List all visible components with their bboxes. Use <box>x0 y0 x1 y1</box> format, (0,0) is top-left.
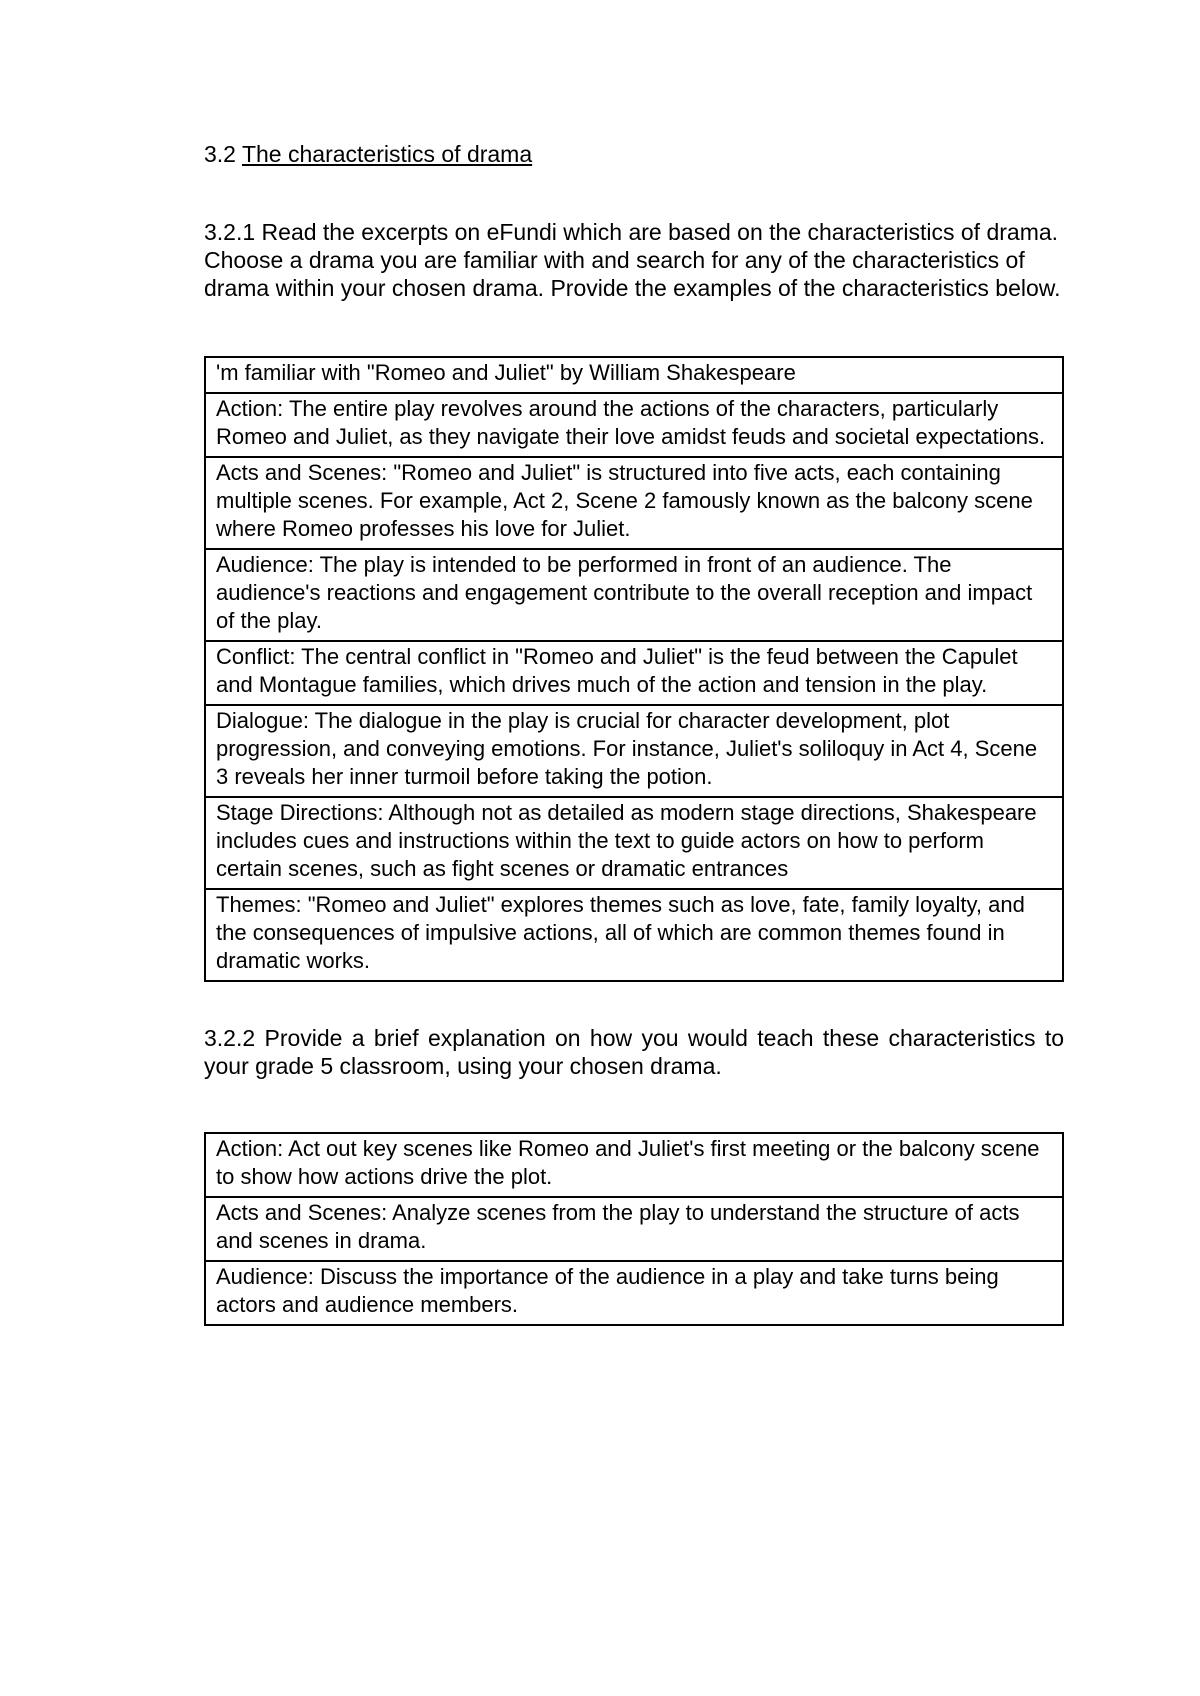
document-page <box>204 140 1064 1326</box>
table-cell: Stage Directions: Although not as detailed as modern stage directions, Shakespeare includes cues and instructions within the text to guide actors on how to perform certain scenes, such as fight scenes or dramatic entrances <box>205 797 1063 889</box>
table-row <box>205 549 1063 641</box>
characteristics-examples-table <box>204 356 1064 982</box>
table-row <box>205 641 1063 705</box>
table-row <box>205 1133 1063 1197</box>
table-cell: Dialogue: The dialogue in the play is crucial for character development, plot progression, and conveying emotions. For instance, Juliet's soliloquy in Act 4, Scene 3 reveals her inner turmoil before taking the potion. <box>205 705 1063 797</box>
section-heading <box>204 140 1064 168</box>
table-cell: Acts and Scenes: "Romeo and Juliet" is structured into five acts, each containing multiple scenes. For example, Act 2, Scene 2 famously known as the balcony scene where Romeo professes his love for Juliet. <box>205 457 1063 549</box>
table-row <box>205 1261 1063 1325</box>
table-row <box>205 1197 1063 1261</box>
teaching-plan-table <box>204 1132 1064 1326</box>
question-3-2-2: 3.2.2 Provide a brief explanation on how you would teach these characteristics to your grade 5 classroom, using your chosen drama. <box>204 1025 1064 1079</box>
section-number: 3.2 <box>204 141 236 167</box>
question-3-2-1: 3.2.1 Read the excerpts on eFundi which are based on the characteristics of drama. Choose a drama you are familiar with and search for any of the characteristics of drama within your chosen drama. Provide the examples of the characteristics below. <box>204 219 1061 301</box>
table-row <box>205 705 1063 797</box>
table-cell: 'm familiar with "Romeo and Juliet" by William Shakespeare <box>205 357 1063 393</box>
table-cell: Conflict: The central conflict in "Romeo and Juliet" is the feud between the Capulet and Montague families, which drives much of the action and tension in the play. <box>205 641 1063 705</box>
table-cell: Action: Act out key scenes like Romeo and Juliet's first meeting or the balcony scene to show how actions drive the plot. <box>205 1133 1063 1197</box>
table-cell: Acts and Scenes: Analyze scenes from the play to understand the structure of acts and scenes in drama. <box>205 1197 1063 1261</box>
table-row <box>205 393 1063 457</box>
table-row <box>205 457 1063 549</box>
section-title: The characteristics of drama <box>241 141 533 167</box>
table-row <box>205 889 1063 981</box>
table-cell: Themes: "Romeo and Juliet" explores themes such as love, fate, family loyalty, and the consequences of impulsive actions, all of which are common themes found in dramatic works. <box>205 889 1063 981</box>
table-row <box>205 797 1063 889</box>
table-row <box>205 357 1063 393</box>
table-cell: Audience: Discuss the importance of the audience in a play and take turns being actors and audience members. <box>205 1261 1063 1325</box>
table-cell: Audience: The play is intended to be performed in front of an audience. The audience's reactions and engagement contribute to the overall reception and impact of the play. <box>205 549 1063 641</box>
table-cell: Action: The entire play revolves around the actions of the characters, particularly Romeo and Juliet, as they navigate their love amidst feuds and societal expectations. <box>205 393 1063 457</box>
